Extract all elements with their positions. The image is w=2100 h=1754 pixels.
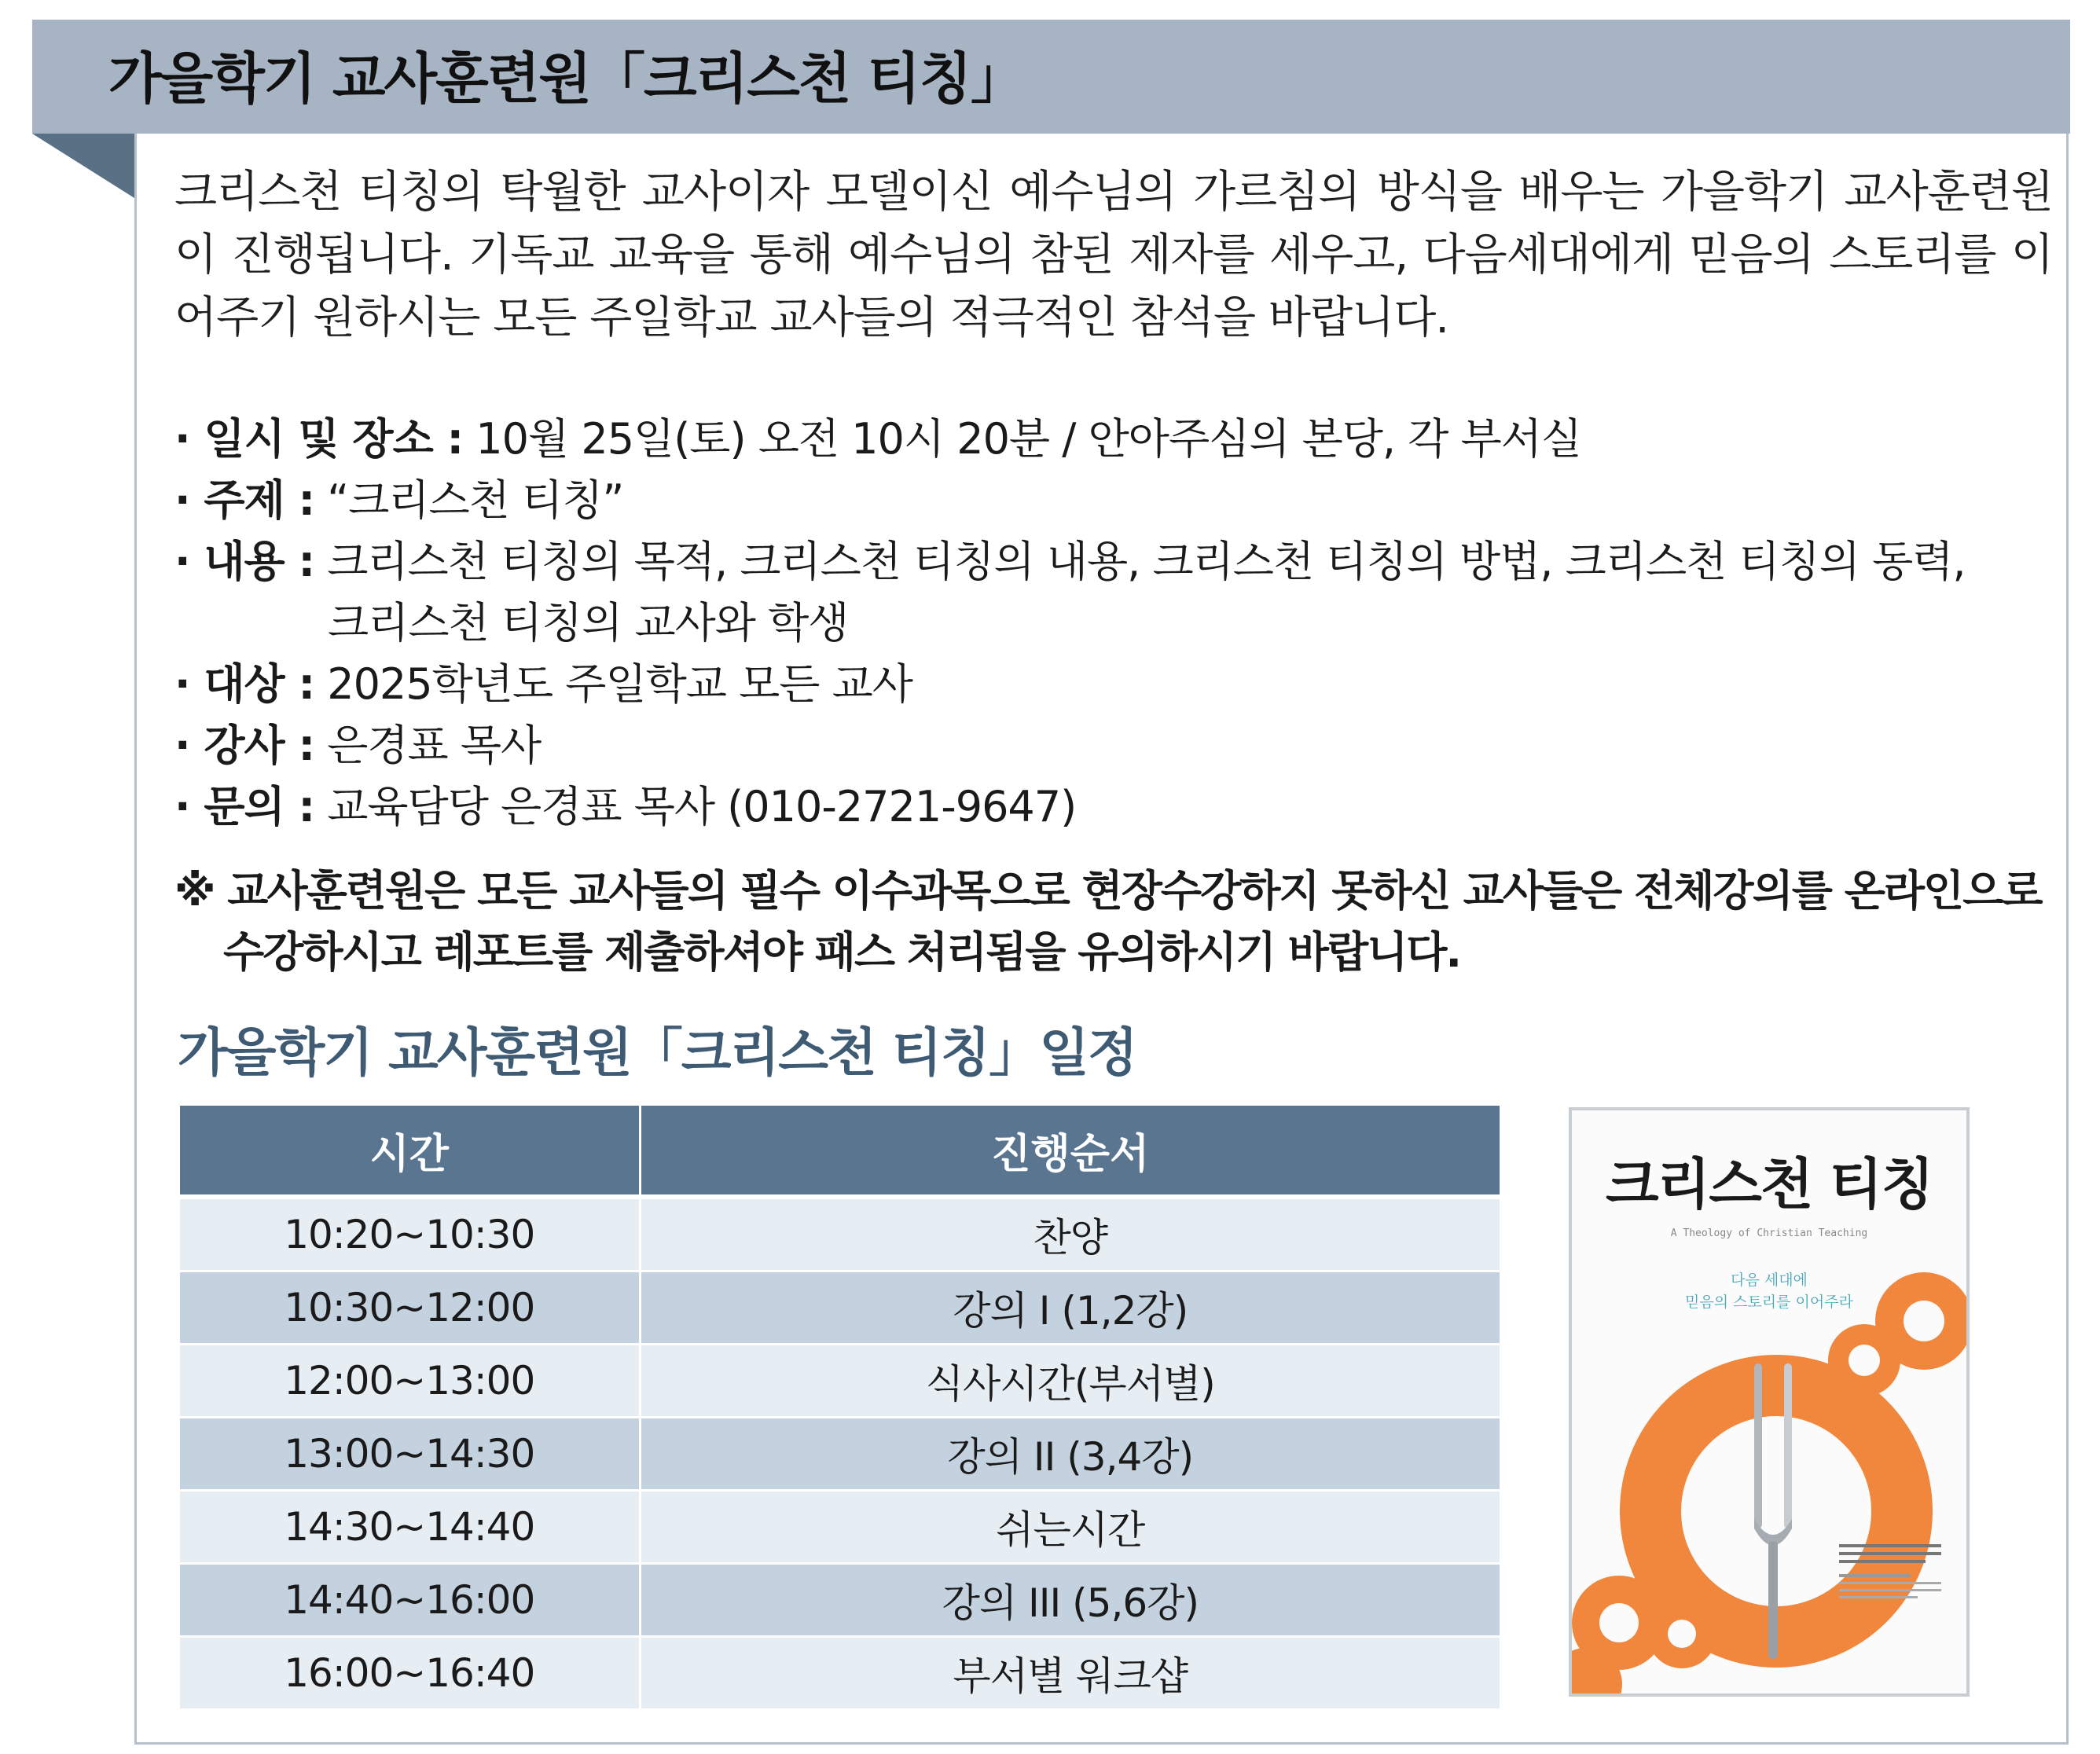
detail-label: · 주제 : bbox=[174, 475, 315, 525]
detail-value: 은경표 목사 bbox=[314, 721, 542, 770]
book-tagline-1: 다음 세대에 bbox=[1731, 1271, 1808, 1289]
book-subtitle: A Theology of Christian Teaching bbox=[1670, 1227, 1868, 1239]
cell-program: 강의 III (5,6강) bbox=[640, 1564, 1500, 1637]
detail-label: · 대상 : bbox=[174, 659, 315, 709]
table-row bbox=[180, 1418, 1500, 1491]
detail-value: 교육담당 은경표 목사 (010-2721-9647) bbox=[314, 782, 1077, 831]
column-header-time: 시간 bbox=[180, 1106, 640, 1197]
cell-program: 강의 II (3,4강) bbox=[640, 1418, 1500, 1491]
detail-value: “크리스천 티칭” bbox=[314, 475, 624, 525]
detail-contact bbox=[174, 776, 2045, 838]
detail-label: · 강사 : bbox=[174, 721, 315, 770]
cell-program: 찬양 bbox=[640, 1197, 1500, 1271]
table-row bbox=[180, 1491, 1500, 1564]
cell-time: 16:00~16:40 bbox=[180, 1637, 640, 1710]
header-fold-decoration bbox=[32, 134, 134, 198]
detail-speaker bbox=[174, 715, 2045, 776]
cell-time: 10:20~10:30 bbox=[180, 1197, 640, 1271]
book-title: 크리스천 티칭 bbox=[1605, 1152, 1933, 1216]
table-row bbox=[180, 1564, 1500, 1637]
detail-target bbox=[174, 654, 2045, 715]
detail-value: 2025학년도 주일학교 모든 교사 bbox=[314, 659, 912, 709]
table-row bbox=[180, 1271, 1500, 1345]
book-tagline-2: 믿음의 스토리를 이어주라 bbox=[1685, 1293, 1853, 1311]
table-row bbox=[180, 1345, 1500, 1418]
cell-time: 14:40~16:00 bbox=[180, 1564, 640, 1637]
cell-time: 14:30~14:40 bbox=[180, 1491, 640, 1564]
detail-theme bbox=[174, 470, 2045, 531]
detail-label: · 문의 : bbox=[174, 782, 315, 831]
schedule-title: 가을학기 교사훈련원「크리스천 티칭」일정 bbox=[178, 1022, 1136, 1083]
notice-line-1: ※ 교사훈련원은 모든 교사들의 필수 이수과목으로 현장수강하지 못하신 교사들은 전체강의를 온라인으로 bbox=[174, 866, 2042, 916]
event-details bbox=[174, 409, 2045, 838]
table-row bbox=[180, 1197, 1500, 1271]
detail-content bbox=[174, 531, 2045, 654]
cell-time: 13:00~14:30 bbox=[180, 1418, 640, 1491]
detail-value: 크리스천 티칭의 목적, 크리스천 티칭의 내용, 크리스천 티칭의 방법, 크리스천 티칭의 동력, bbox=[314, 537, 1966, 586]
detail-value: 10월 25일(토) 오전 10시 20분 / 안아주심의 본당, 각 부서실 bbox=[463, 414, 1582, 464]
notice-line-2: 수강하시고 레포트를 제출하셔야 패스 처리됨을 유의하시기 바랍니다. bbox=[223, 927, 1461, 977]
cell-program: 식사시간(부서별) bbox=[640, 1345, 1500, 1418]
table-header-row bbox=[180, 1106, 1500, 1197]
detail-value-continued: 크리스천 티칭의 교사와 학생 bbox=[328, 598, 849, 648]
cell-program: 강의 I (1,2강) bbox=[640, 1271, 1500, 1345]
cell-program: 쉬는시간 bbox=[640, 1491, 1500, 1564]
detail-label: · 내용 : bbox=[174, 537, 315, 586]
cell-time: 12:00~13:00 bbox=[180, 1345, 640, 1418]
page-title: 가을학기 교사훈련원「크리스천 티칭」 bbox=[108, 46, 1025, 111]
detail-label: · 일시 및 장소 : bbox=[174, 414, 464, 464]
book-cover-image bbox=[1569, 1107, 1970, 1697]
cell-program: 부서별 워크샵 bbox=[640, 1637, 1500, 1710]
book-cover-art bbox=[1572, 1110, 1966, 1693]
schedule-table bbox=[180, 1106, 1500, 1711]
intro-paragraph: 크리스천 티칭의 탁월한 교사이자 모델이신 예수님의 가르침의 방식을 배우는 가을학기 교사훈련원이 진행됩니다. 기독교 교육을 통해 예수님의 참된 제자를 세우고, 다음세대에게 믿음의 스토리를 이어주기 원하시는 모든 주일학교 교사들의 적극적인 참석을 바랍니다. bbox=[174, 167, 2053, 343]
table-row bbox=[180, 1637, 1500, 1710]
column-header-program: 진행순서 bbox=[640, 1106, 1500, 1197]
notice bbox=[174, 860, 2076, 983]
detail-datetime bbox=[174, 409, 2045, 470]
cell-time: 10:30~12:00 bbox=[180, 1271, 640, 1345]
